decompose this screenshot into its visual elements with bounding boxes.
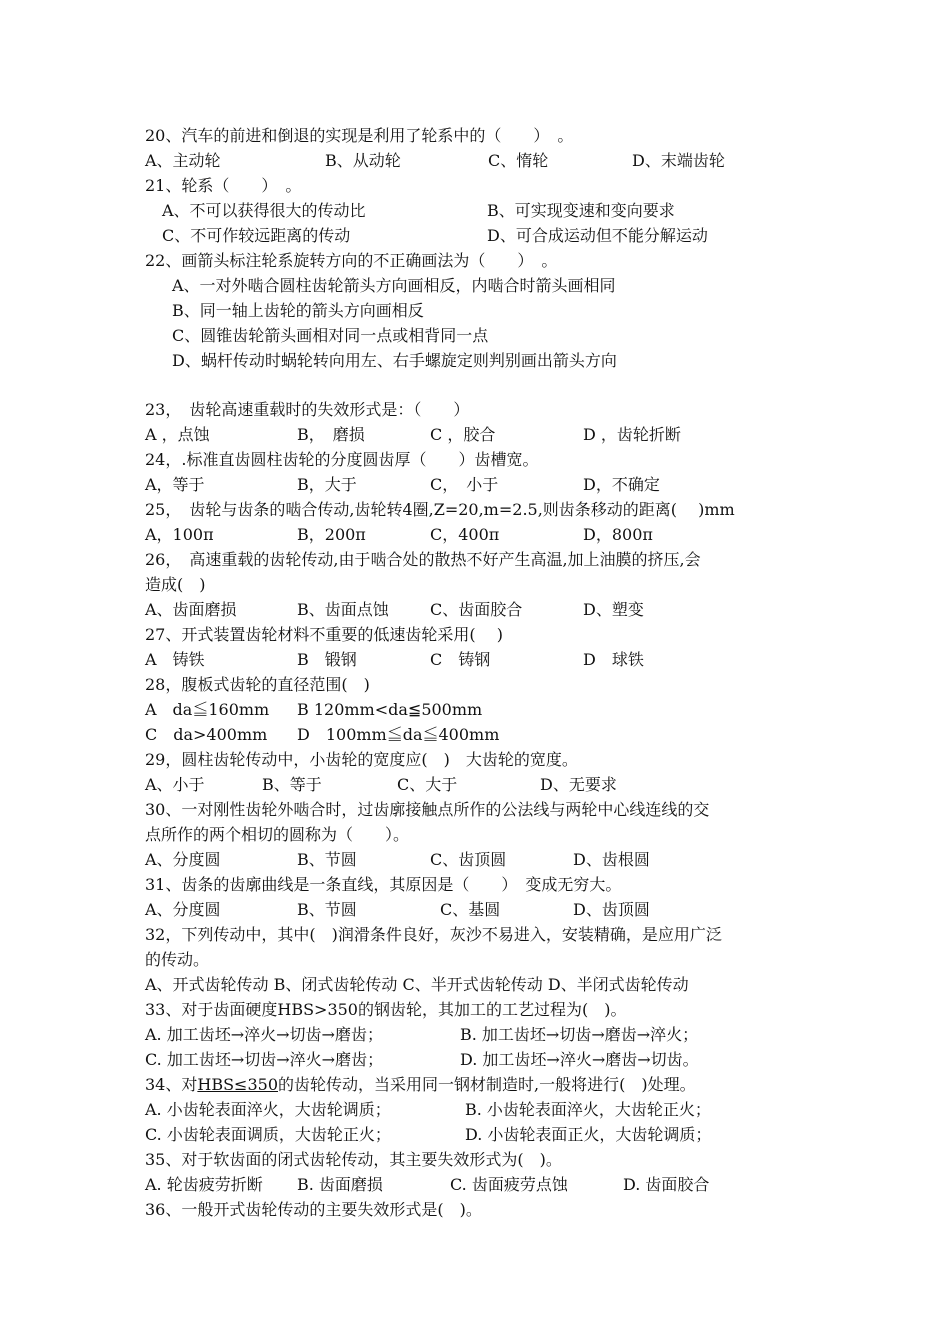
question-28-options-row2 — [145, 725, 905, 745]
question-32-stem-cont: 的传动。 — [145, 950, 210, 969]
option-c: C、不可作较远距离的传动 — [162, 226, 351, 245]
option-a: A. 轮齿疲劳折断 — [145, 1175, 263, 1194]
option-c: C. 小齿轮表面调质，大齿轮正火； — [145, 1125, 391, 1144]
option-c: C、基圆 — [440, 900, 501, 919]
option-a: A、分度圆 — [145, 850, 221, 869]
option-a: A、主动轮 — [145, 151, 221, 170]
question-35-stem: 35、对于软齿面的闭式齿轮传动，其主要失效形式为( )。 — [145, 1150, 562, 1169]
option-b: B. 齿面磨损 — [297, 1175, 383, 1194]
question-35-options — [145, 1175, 905, 1195]
option-d: D、齿顶圆 — [573, 900, 650, 919]
question-32-stem: 32，下列传动中，其中( )润滑条件良好，灰沙不易进入，安装精确，是应用广泛 — [145, 925, 722, 944]
question-34-stem-end: 的齿轮传动，当采用同一钢材制造时,一般将进行( )处理。 — [278, 1075, 696, 1094]
option-a: A，100π — [145, 525, 214, 544]
option-d: D. 加工齿坯→淬火→磨齿→切齿。 — [460, 1050, 699, 1069]
option-b: B，大于 — [297, 475, 357, 494]
question-34-stem-start: 34、对 — [145, 1075, 198, 1094]
question-23-options — [145, 425, 905, 445]
question-21-options-row1 — [162, 201, 922, 221]
option-b: B， 磨损 — [297, 425, 365, 444]
option-b: B、可实现变速和变向要求 — [487, 201, 675, 220]
question-28-stem: 28，腹板式齿轮的直径范围( ) — [145, 675, 370, 694]
option-a: A、分度圆 — [145, 900, 221, 919]
question-33-stem: 33、对于齿面硬度HBS>350的钢齿轮，其加工的工艺过程为( )。 — [145, 1000, 627, 1019]
option-a: A ，点蚀 — [145, 425, 210, 444]
question-22-stem: 22、画箭头标注轮系旋转方向的不正确画法为（ ） 。 — [145, 251, 558, 270]
option-a: A. 小齿轮表面淬火，大齿轮调质； — [145, 1100, 391, 1119]
option-c: C da>400mm — [145, 725, 268, 744]
question-25-stem: 25， 齿轮与齿条的啮合传动,齿轮转4圈,Z=20,m=2.5,则齿条移动的距离( )mm — [145, 500, 735, 519]
option-b: B、齿面点蚀 — [297, 600, 389, 619]
option-b: B 120mm<da≦500mm — [297, 700, 483, 719]
question-27-options — [145, 650, 905, 670]
question-30-stem-cont: 点所作的两个相切的圆称为（ ）。 — [145, 825, 410, 844]
option-a: A、小于 — [145, 775, 205, 794]
option-c: C. 加工齿坯→切齿→淬火→磨齿； — [145, 1050, 384, 1069]
question-34-options-row2 — [145, 1125, 905, 1145]
question-29-options — [145, 775, 905, 795]
option-b: B. 小齿轮表面淬火，大齿轮正火； — [465, 1100, 711, 1119]
option-c: C、惰轮 — [488, 151, 549, 170]
question-30-stem: 30、一对刚性齿轮外啮合时，过齿廓接触点所作的公法线与两轮中心线连线的交 — [145, 800, 710, 819]
option-d: D、齿根圆 — [573, 850, 650, 869]
option-b: B，200π — [297, 525, 366, 544]
option-c: C、大于 — [397, 775, 458, 794]
question-24-stem: 24，.标准直齿圆柱齿轮的分度圆齿厚（ ）齿槽宽。 — [145, 450, 539, 469]
question-25-options — [145, 525, 905, 545]
option-b: B、节圆 — [297, 850, 357, 869]
option-c: C、齿面胶合 — [430, 600, 523, 619]
question-31-options — [145, 900, 905, 920]
question-30-options — [145, 850, 905, 870]
option-c: C， 小于 — [430, 475, 499, 494]
question-34-options-row1 — [145, 1100, 905, 1120]
option-a: A、齿面磨损 — [145, 600, 237, 619]
question-26-options — [145, 600, 905, 620]
question-32-options: A、开式齿轮传动 B、闭式齿轮传动 C、半开式齿轮传动 D、半闭式齿轮传动 — [145, 975, 689, 994]
option-d: D 球铁 — [583, 650, 644, 669]
option-c: C 铸钢 — [430, 650, 491, 669]
question-33-options-row1 — [145, 1025, 905, 1045]
question-34-hbs-term: HBS≤350 — [197, 1075, 278, 1094]
question-24-options — [145, 475, 905, 495]
option-c: C. 齿面疲劳点蚀 — [450, 1175, 568, 1194]
option-b: B、同一轴上齿轮的箭头方向画相反 — [172, 301, 424, 320]
option-a: A 铸铁 — [145, 650, 205, 669]
option-a: A、一对外啮合圆柱齿轮箭头方向画相反，内啮合时箭头画相同 — [172, 276, 616, 295]
option-b: B. 加工齿坯→切齿→磨齿→淬火； — [460, 1025, 699, 1044]
question-34-stem — [145, 1075, 696, 1095]
option-d: D. 齿面胶合 — [623, 1175, 710, 1194]
question-31-stem: 31、齿条的齿廓曲线是一条直线，其原因是（ ） 变成无穷大。 — [145, 875, 622, 894]
question-29-stem: 29，圆柱齿轮传动中，小齿轮的宽度应( ) 大齿轮的宽度。 — [145, 750, 578, 769]
option-c: C ，胶合 — [430, 425, 496, 444]
option-b: B、从动轮 — [325, 151, 401, 170]
option-a: A、不可以获得很大的传动比 — [162, 201, 366, 220]
option-d: D、无要求 — [540, 775, 617, 794]
option-c: C，400π — [430, 525, 500, 544]
option-b: B、节圆 — [297, 900, 357, 919]
question-26-stem-cont: 造成( ) — [145, 575, 206, 594]
option-d: D、塑变 — [583, 600, 644, 619]
option-b: B 锻钢 — [297, 650, 357, 669]
option-d: D. 小齿轮表面正火，大齿轮调质； — [465, 1125, 712, 1144]
option-a: A da≦160mm — [145, 700, 270, 719]
question-27-stem: 27、开式装置齿轮材料不重要的低速齿轮采用( ) — [145, 625, 503, 644]
option-d: D，不确定 — [583, 475, 660, 494]
option-d: D、蜗杆传动时蜗轮转向用左、右手螺旋定则判别画出箭头方向 — [172, 351, 617, 370]
question-21-options-row2 — [162, 226, 922, 246]
question-28-options-row1 — [145, 700, 905, 720]
option-d: D，800π — [583, 525, 653, 544]
option-c: C、齿顶圆 — [430, 850, 507, 869]
question-36-stem: 36、一般开式齿轮传动的主要失效形式是( )。 — [145, 1200, 482, 1219]
option-b: B、等于 — [262, 775, 322, 794]
question-21-stem: 21、轮系（ ） 。 — [145, 176, 302, 195]
question-20-options — [145, 151, 905, 171]
option-a: A. 加工齿坯→淬火→切齿→磨齿； — [145, 1025, 383, 1044]
option-a: A，等于 — [145, 475, 205, 494]
question-20-stem: 20、汽车的前进和倒退的实现是利用了轮系中的（ ） 。 — [145, 126, 574, 145]
option-d: D 100mm≦da≦400mm — [297, 725, 500, 744]
option-d: D ，齿轮折断 — [583, 425, 681, 444]
question-33-options-row2 — [145, 1050, 905, 1070]
question-26-stem: 26， 高速重载的齿轮传动,由于啮合处的散热不好产生高温,加上油膜的挤压,会 — [145, 550, 701, 569]
option-d: D、末端齿轮 — [632, 151, 725, 170]
option-d: D、可合成运动但不能分解运动 — [487, 226, 708, 245]
question-23-stem: 23， 齿轮高速重载时的失效形式是：（ ） — [145, 400, 470, 419]
option-c: C、圆锥齿轮箭头画相对同一点或相背同一点 — [172, 326, 489, 345]
